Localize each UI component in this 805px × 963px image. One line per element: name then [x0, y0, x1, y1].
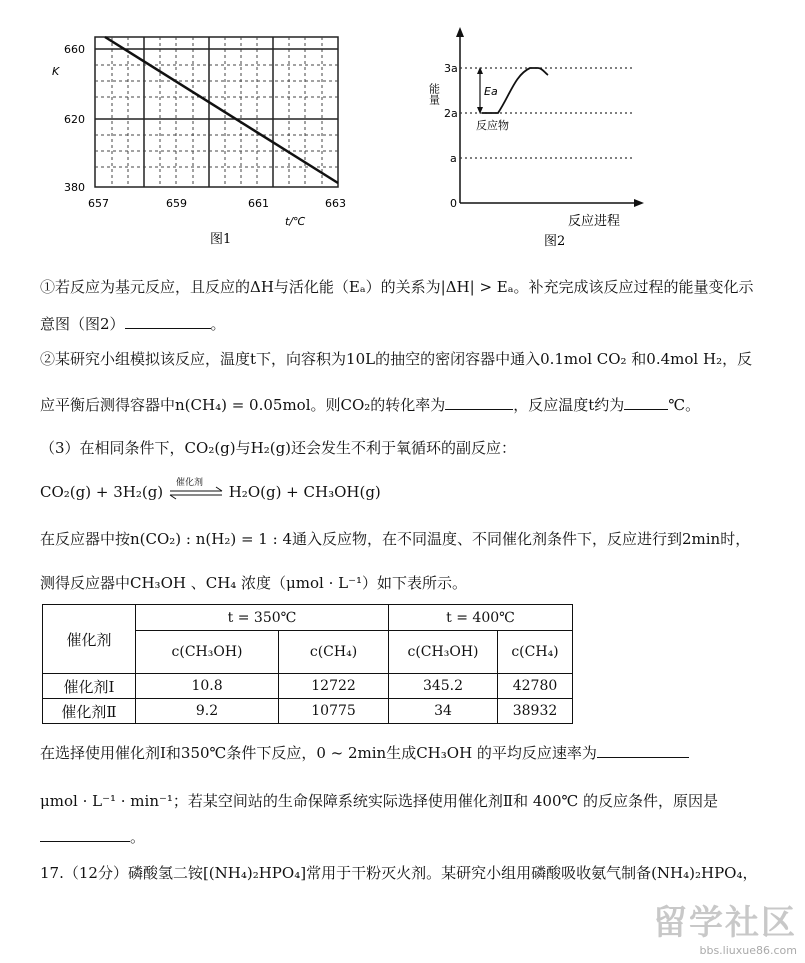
temp-400: t = 400℃: [389, 605, 573, 631]
y-tick-3a: 3a: [444, 62, 458, 75]
row-label: 催化剂Ⅰ: [43, 674, 136, 699]
answer-blank-conversion[interactable]: [445, 395, 513, 410]
rate-question-text: 在选择使用催化剂Ⅰ和350℃条件下反应，0 ~ 2min生成CH₃OH 的平均反应速率为: [40, 744, 597, 762]
equation-reactants: CO₂(g) + 3H₂(g): [40, 483, 164, 501]
ea-arrow-up-icon: [477, 67, 483, 74]
question-1-text: 意图（图2）: [40, 315, 125, 333]
answer-blank-rate[interactable]: [597, 743, 689, 758]
question-1-line-a: ①若反应为基元反应，且反应的ΔH与活化能（Eₐ）的关系为|ΔH| > Eₐ。补充完成该反应过程的能量变化示: [40, 278, 754, 296]
y-tick-2a: 2a: [444, 107, 458, 120]
plot-frame: [95, 37, 338, 187]
table-cell: 42780: [498, 674, 573, 699]
col-ch3oh-350: c(CH₃OH): [136, 631, 279, 674]
question-3-reason-blank-line: [40, 826, 145, 847]
answer-blank-temperature[interactable]: [624, 395, 668, 410]
figure-2-chart: [420, 25, 650, 250]
y-axis-label: 能量: [427, 83, 441, 105]
x-tick-657: 657: [88, 197, 109, 210]
y-tick-620: 620: [64, 113, 85, 126]
side-reaction-equation: [40, 478, 381, 501]
x-axis-label: t/℃: [285, 215, 306, 228]
figure-2-caption: 图2: [544, 234, 566, 249]
concentration-table: [42, 604, 573, 724]
equation-products: H₂O(g) + CH₃OH(g): [228, 483, 381, 501]
period: 。: [210, 315, 226, 333]
k-vs-t-line: [105, 37, 338, 183]
question-2-text-2: ，反应温度t约为: [513, 396, 625, 414]
grid-major-vertical: [144, 37, 273, 187]
answer-blank-reason[interactable]: [40, 827, 130, 842]
x-tick-663: 663: [325, 197, 346, 210]
row-label: 催化剂Ⅱ: [43, 699, 136, 724]
y-axis-label: K: [52, 65, 60, 78]
x-tick-661: 661: [248, 197, 269, 210]
question-2-line-b: [40, 394, 700, 415]
grid-horizontal: [95, 65, 338, 167]
question-3-rate-line: [40, 742, 689, 763]
table-row: [43, 699, 573, 724]
equilibrium-arrow: [168, 478, 224, 501]
question-17-line: 17.（12分）磷酸氢二铵[(NH₄)₂HPO₄]常用于干粉灭火剂。某研究小组用磷酸吸收氨气制备(NH₄)₂HPO₄，: [40, 864, 758, 882]
table-cell: 9.2: [136, 699, 279, 724]
temp-350: t = 350℃: [136, 605, 389, 631]
question-3-condition: 在反应器中按n(CO₂) : n(H₂) = 1 : 4通入反应物，在不同温度、不同催化剂条件下，反应进行到2min时，: [40, 530, 751, 548]
y-tick-0: 0: [450, 197, 457, 210]
question-3-table-intro: 测得反应器中CH₃OH 、CH₄ 浓度（μmol · L⁻¹）如下表所示。: [40, 574, 468, 592]
reactant-label: 反应物: [476, 119, 509, 132]
catalyst-label: 催化剂: [175, 478, 203, 488]
table-cell: 10775: [279, 699, 389, 724]
table-cell: 10.8: [136, 674, 279, 699]
table-cell: 38932: [498, 699, 573, 724]
period: 。: [130, 828, 146, 846]
ea-label: Ea: [484, 85, 498, 98]
watermark: [653, 895, 797, 957]
table-corner: 催化剂: [43, 605, 136, 674]
x-axis-arrow-icon: [634, 199, 644, 207]
question-3-intro: （3）在相同条件下，CO₂(g)与H₂(g)还会发生不利于氧循环的副反应：: [40, 439, 517, 457]
col-ch4-400: c(CH₄): [498, 631, 573, 674]
grid-major-horizontal: [95, 49, 338, 119]
question-2-text-3: ℃。: [668, 396, 701, 414]
col-ch4-350: c(CH₄): [279, 631, 389, 674]
y-tick-660: 660: [64, 43, 85, 56]
table-row: [43, 674, 573, 699]
answer-blank-figure2[interactable]: [125, 314, 211, 329]
y-axis-arrow-icon: [456, 27, 464, 37]
table-header-row: [43, 605, 573, 631]
question-3-reason-line: μmol · L⁻¹ · min⁻¹；若某空间站的生命保障系统实际选择使用催化剂Ⅱ和 400℃ 的反应条件，原因是: [40, 792, 719, 810]
question-2-line-a: ②某研究小组模拟该反应，温度t下，向容积为10L的抽空的密闭容器中通入0.1mol CO₂ 和0.4mol H₂，反: [40, 350, 753, 368]
figure-1-chart: [40, 25, 360, 250]
y-tick-a: a: [450, 152, 457, 165]
col-ch3oh-400: c(CH₃OH): [389, 631, 498, 674]
watermark-url: bbs.liuxue86.com: [699, 944, 797, 957]
question-1-line-b: [40, 313, 226, 334]
table-cell: 12722: [279, 674, 389, 699]
table-cell: 34: [389, 699, 498, 724]
question-2-text-1: 应平衡后测得容器中n(CH₄) = 0.05mol。则CO₂的转化率为: [40, 396, 446, 414]
x-axis-label: 反应进程: [568, 214, 621, 229]
y-tick-380: 380: [64, 181, 85, 194]
figure-1-caption: 图1: [210, 232, 232, 247]
x-tick-659: 659: [166, 197, 187, 210]
table-cell: 345.2: [389, 674, 498, 699]
watermark-title: 留学社区: [653, 903, 797, 943]
